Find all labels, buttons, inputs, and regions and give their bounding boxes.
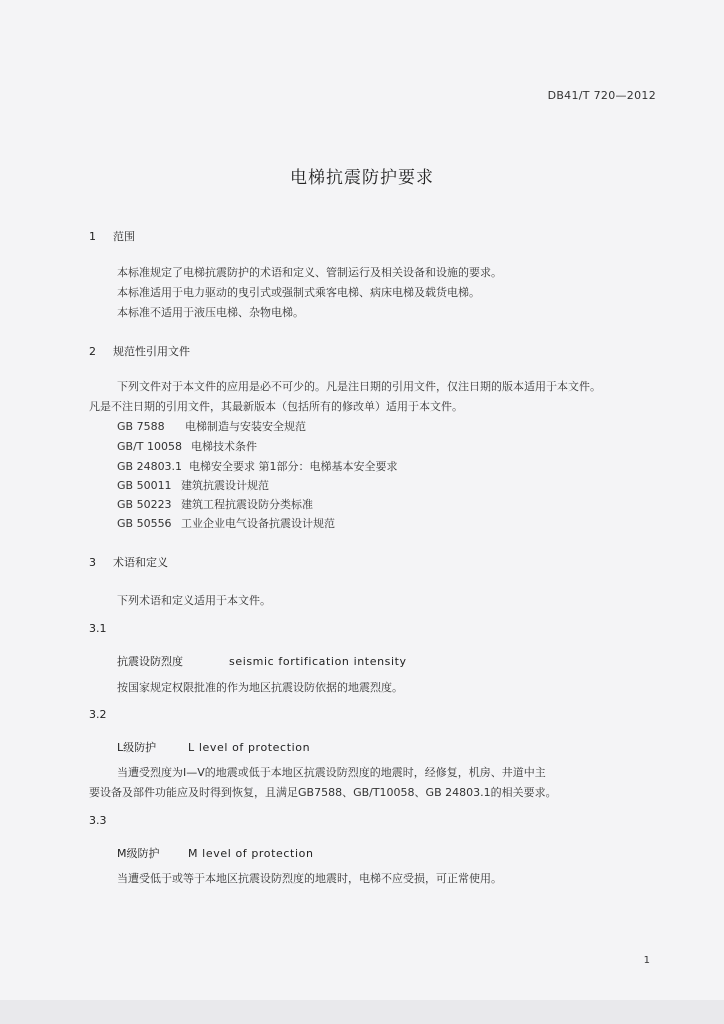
document-title: 电梯抗震防护要求 <box>290 168 434 188</box>
reference-code: GB 50556 <box>117 517 172 530</box>
reference-code: GB 50011 <box>117 479 172 492</box>
term-entry <box>117 842 314 861</box>
section-2-intro: 下列文件对于本文件的应用是必不可少的。凡是注日期的引用文件，仅注日期的版本适用于本文件。 <box>117 380 601 393</box>
term-definition: 要设备及部件功能应及时得到恢复，且满足GB7588、GB/T10058、GB 24803.1的相关要求。 <box>89 786 557 799</box>
section-1-title: 范围 <box>113 230 135 243</box>
section-1-paragraph: 本标准适用于电力驱动的曳引式或强制式乘客电梯、病床电梯及载货电梯。 <box>117 286 480 299</box>
section-3-heading <box>89 554 168 570</box>
term-number: 3.2 <box>89 708 107 721</box>
reference-item <box>117 496 313 512</box>
term-chinese: 抗震设防烈度 <box>117 655 183 668</box>
term-entry <box>117 736 310 755</box>
section-1-paragraph: 本标准不适用于液压电梯、杂物电梯。 <box>117 306 304 319</box>
term-number: 3.1 <box>89 622 107 635</box>
section-2-heading <box>89 343 190 359</box>
reference-item <box>117 477 269 493</box>
reference-item <box>117 438 257 454</box>
section-1-paragraph: 本标准规定了电梯抗震防护的术语和定义、管制运行及相关设备和设施的要求。 <box>117 266 502 279</box>
term-definition: 当遭受烈度为Ⅰ—Ⅴ的地震或低于本地区抗震设防烈度的地震时，经修复，机房、井道中主 <box>117 766 546 779</box>
term-chinese: M级防护 <box>117 847 160 860</box>
section-1-number: 1 <box>89 230 96 243</box>
term-chinese: L级防护 <box>117 741 157 754</box>
page-bottom-edge <box>0 1000 724 1024</box>
section-2-intro: 凡是不注日期的引用文件，其最新版本（包括所有的修改单）适用于本文件。 <box>89 400 463 413</box>
term-definition: 按国家规定权限批准的作为地区抗震设防依据的地震烈度。 <box>117 681 403 694</box>
reference-code: GB/T 10058 <box>117 440 182 453</box>
reference-title: 电梯技术条件 <box>191 440 257 453</box>
reference-code: GB 50223 <box>117 498 172 511</box>
reference-title: 建筑抗震设计规范 <box>181 479 269 492</box>
section-3-title: 术语和定义 <box>113 556 168 569</box>
reference-title: 电梯安全要求 第1部分：电梯基本安全要求 <box>189 460 398 473</box>
page-number: 1 <box>643 955 650 966</box>
term-english: M level of protection <box>188 847 314 860</box>
section-2-title: 规范性引用文件 <box>113 345 190 358</box>
reference-title: 电梯制造与安装安全规范 <box>185 420 306 433</box>
term-definition: 当遭受低于或等于本地区抗震设防烈度的地震时，电梯不应受损，可正常使用。 <box>117 872 502 885</box>
reference-code: GB 24803.1 <box>117 460 183 473</box>
reference-item <box>117 515 335 531</box>
section-3-number: 3 <box>89 556 96 569</box>
term-entry <box>117 650 407 669</box>
reference-title: 工业企业电气设备抗震设计规范 <box>181 517 335 530</box>
section-1-heading <box>89 228 135 244</box>
term-english: L level of protection <box>188 741 311 754</box>
term-number: 3.3 <box>89 814 107 827</box>
section-3-intro: 下列术语和定义适用于本文件。 <box>117 594 271 607</box>
reference-item <box>117 458 398 474</box>
section-2-number: 2 <box>89 345 96 358</box>
reference-item <box>117 418 306 434</box>
reference-code: GB 7588 <box>117 420 165 433</box>
reference-title: 建筑工程抗震设防分类标准 <box>181 498 313 511</box>
term-english: seismic fortification intensity <box>229 655 407 668</box>
document-number: DB41/T 720—2012 <box>547 89 656 102</box>
